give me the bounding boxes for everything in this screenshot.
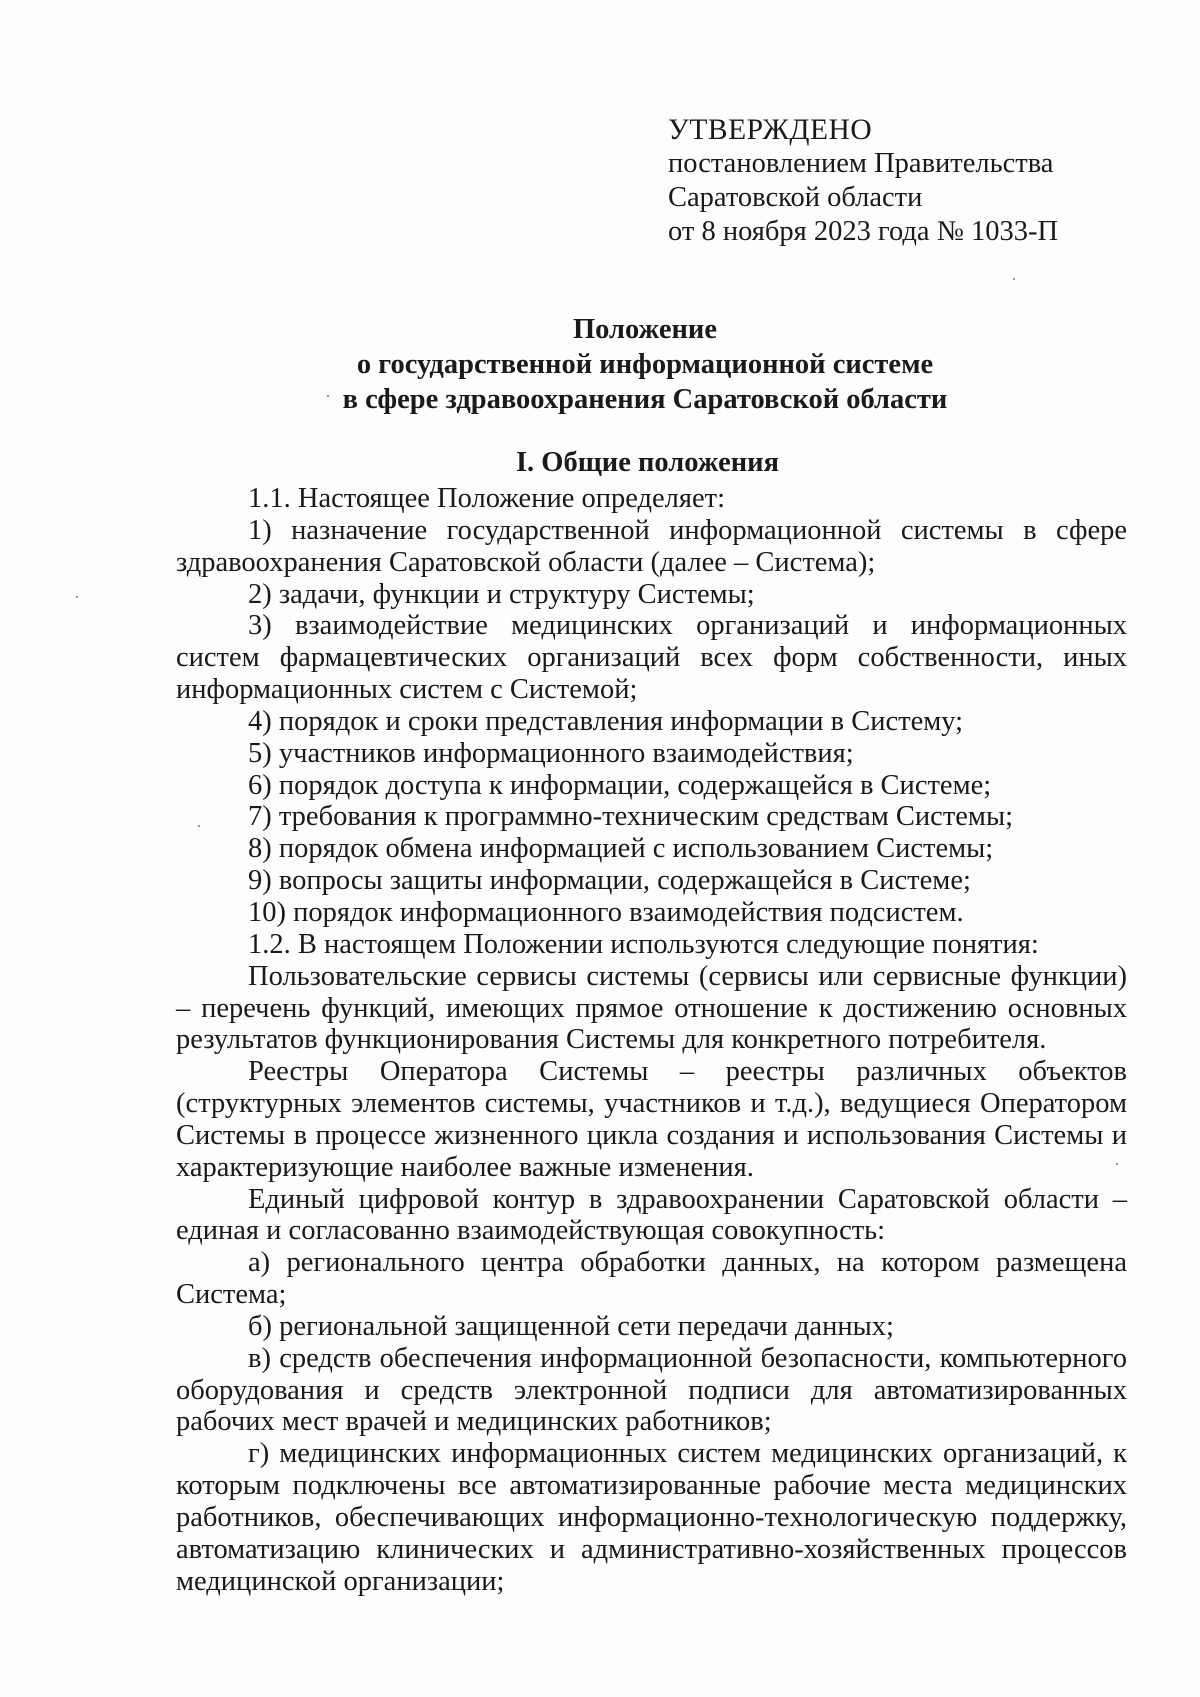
approval-line-region: Саратовской области — [668, 182, 923, 213]
paragraph: 7) требования к программно-техническим средствам Системы; — [248, 801, 1014, 833]
scan-speck — [1116, 1163, 1118, 1165]
approval-line-date: от 8 ноября 2023 года № 1033-П — [668, 216, 1059, 247]
paragraph: 1.2. В настоящем Положении используются следующие понятия: — [248, 928, 1039, 960]
paragraph: 2) задачи, функции и структуру Системы; — [248, 578, 755, 610]
paragraph: Реестры Оператора Системы – реестры различных объектов (структурных элементов системы, участников и т.д.), ведущиеся Оператором Системы в процессе жизненного цикла создания и использования Системы и характеризующие наиболее важные изменения. — [176, 1056, 1127, 1183]
paragraph: б) региональной защищенной сети передачи данных; — [248, 1310, 894, 1342]
paragraph: а) регионального центра обработки данных, на котором размещена Система; — [176, 1247, 1127, 1311]
section-heading: I. Общие положения — [515, 447, 780, 478]
paragraph: 9) вопросы защиты информации, содержащейся в Системе; — [248, 865, 971, 897]
scan-speck — [198, 825, 200, 827]
approval-title: УТВЕРЖДЕНО — [668, 114, 873, 146]
paragraph: 10) порядок информационного взаимодействия подсистем. — [248, 896, 964, 928]
paragraph: 1) назначение государственной информационной системы в сфере здравоохранения Саратовской области (далее – Система); — [176, 514, 1127, 578]
scan-speck — [76, 596, 78, 598]
paragraph: 4) порядок и сроки представления информации в Систему; — [248, 705, 964, 737]
scan-speck — [1013, 278, 1015, 280]
title-line-1: Положение — [572, 314, 717, 345]
paragraph: 5) участников информационного взаимодействия; — [248, 737, 854, 769]
paragraph: 1.1. Настоящее Положение определяет: — [248, 483, 726, 514]
paragraph: Пользовательские сервисы системы (сервисы или сервисные функции) – перечень функций, имеющих прямое отношение к достижению основных результатов функционирования Системы для конкретного потребителя. — [176, 960, 1127, 1056]
paragraph: 3) взаимодействие медицинских организаций и информационных систем фармацевтических организаций всех форм собственности, иных информационных систем с Системой; — [176, 610, 1127, 706]
paragraph: 8) порядок обмена информацией с использованием Системы; — [248, 833, 994, 865]
scan-speck — [327, 395, 329, 397]
approval-stamp — [668, 113, 1058, 249]
document-title — [0, 312, 1200, 417]
paragraph: г) медицинских информационных систем медицинских организаций, к которым подключены все автоматизированные рабочие места медицинских работников, обеспечивающих информационно-технологическую поддержку, автоматизацию клинических и административно-хозяйственных процессов медицинской организации; — [176, 1438, 1127, 1597]
document-body — [176, 483, 1127, 1598]
title-line-2: о государственной информационной системе — [356, 349, 934, 380]
approval-line-resolution: постановлением Правительства — [668, 148, 1054, 179]
title-line-3: в сфере здравоохранения Саратовской области — [342, 384, 948, 415]
paragraph: в) средств обеспечения информационной безопасности, компьютерного оборудования и средств электронной подписи для автоматизированных рабочих мест врачей и медицинских работников; — [176, 1342, 1127, 1438]
paragraph: Единый цифровой контур в здравоохранении Саратовской области – единая и согласованно взаимодействующая совокупность: — [176, 1183, 1127, 1247]
paragraph: 6) порядок доступа к информации, содержащейся в Системе; — [248, 769, 992, 801]
